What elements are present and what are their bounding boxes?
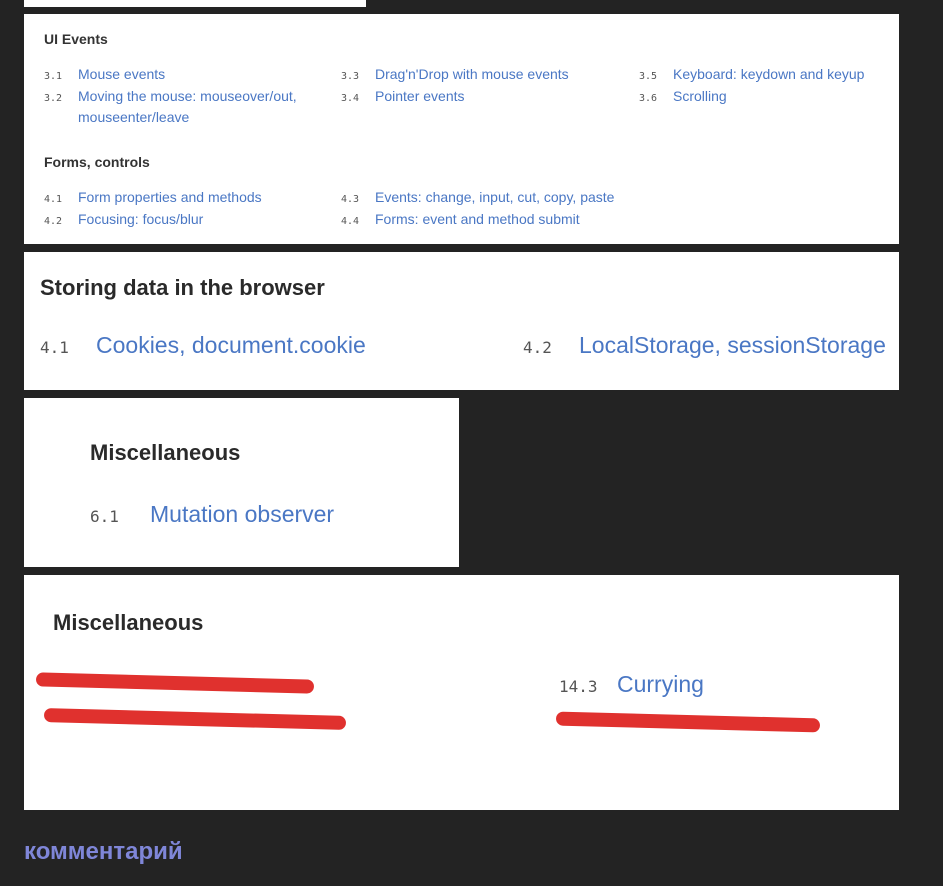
- link-moving-the-mouse[interactable]: Moving the mouse: mouseover/out, mouseenter/leave: [78, 88, 297, 125]
- link-events-change-input[interactable]: Events: change, input, cut, copy, paste: [375, 189, 615, 205]
- storing-heading: Storing data in the browser: [40, 275, 325, 300]
- link-form-properties[interactable]: Form properties and methods: [78, 189, 262, 205]
- list-item: [341, 187, 614, 208]
- misc-heading: Miscellaneous: [53, 610, 204, 635]
- comment-link[interactable]: комментарий: [24, 838, 183, 865]
- item-number: 4.1: [40, 338, 69, 357]
- list-item: [44, 64, 165, 85]
- list-item: [341, 209, 580, 230]
- top-strip-panel: [24, 0, 366, 7]
- list-item: [341, 86, 465, 107]
- link-scrolling[interactable]: Scrolling: [673, 88, 727, 104]
- ui-events-forms-panel: [24, 14, 899, 244]
- link-focusing[interactable]: Focusing: focus/blur: [78, 211, 204, 227]
- item-number: 3.2: [44, 93, 63, 104]
- list-item: [559, 671, 704, 698]
- miscellaneous-panel-large: [24, 575, 899, 810]
- list-item: [639, 86, 727, 107]
- item-number: 3.1: [44, 71, 63, 82]
- ui-events-heading: UI Events: [44, 31, 108, 47]
- list-item: [40, 332, 366, 359]
- red-strike-mark: [36, 672, 314, 693]
- link-forms-submit[interactable]: Forms: event and method submit: [375, 211, 580, 227]
- list-item: [523, 332, 886, 359]
- item-number: 4.2: [523, 338, 552, 357]
- item-number: 4.3: [341, 194, 360, 205]
- link-keyboard-events[interactable]: Keyboard: keydown and keyup: [673, 66, 865, 82]
- link-drag-n-drop[interactable]: Drag'n'Drop with mouse events: [375, 66, 569, 82]
- misc-heading: Miscellaneous: [90, 440, 241, 465]
- list-item: [44, 187, 262, 208]
- item-number: 6.1: [90, 507, 119, 526]
- link-pointer-events[interactable]: Pointer events: [375, 88, 465, 104]
- link-mouse-events[interactable]: Mouse events: [78, 66, 166, 82]
- item-number: 14.3: [559, 677, 598, 696]
- item-number: 3.6: [639, 93, 658, 104]
- storing-data-panel: [24, 252, 899, 390]
- item-number: 4.1: [44, 194, 63, 205]
- item-number: 4.2: [44, 216, 63, 227]
- item-number: 4.4: [341, 216, 360, 227]
- red-strike-mark: [44, 708, 346, 730]
- link-cookies[interactable]: Cookies, document.cookie: [96, 332, 366, 358]
- miscellaneous-panel-small: [24, 398, 459, 567]
- list-item: [90, 501, 334, 528]
- item-number: 3.3: [341, 71, 360, 82]
- link-mutation-observer[interactable]: Mutation observer: [150, 501, 335, 527]
- item-number: 3.4: [341, 93, 360, 104]
- link-currying[interactable]: Currying: [617, 671, 704, 697]
- list-item: [44, 209, 203, 230]
- forms-heading: Forms, controls: [44, 154, 150, 170]
- list-item: [341, 64, 569, 85]
- red-strike-mark: [556, 712, 820, 733]
- list-item: [44, 86, 324, 128]
- item-number: 3.5: [639, 71, 658, 82]
- link-localstorage[interactable]: LocalStorage, sessionStorage: [579, 332, 886, 358]
- list-item: [639, 64, 864, 85]
